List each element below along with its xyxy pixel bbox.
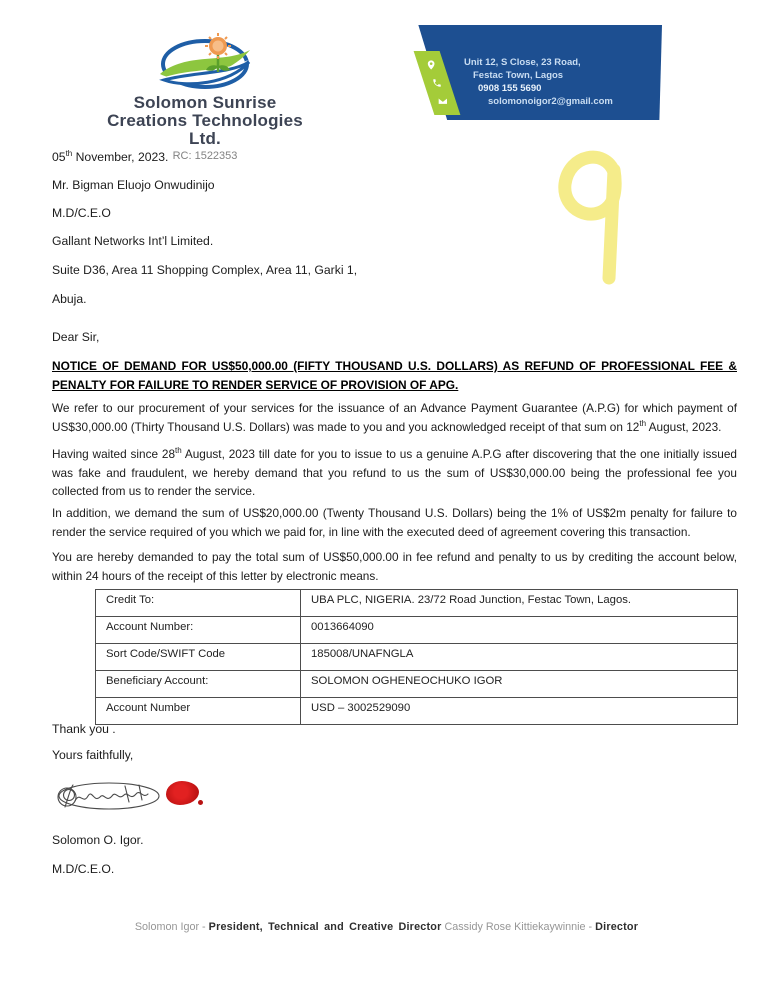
recipient-company: Gallant Networks Int’l Limited. bbox=[52, 234, 214, 248]
email-icon bbox=[438, 96, 448, 106]
card-address-line2: Festac Town, Lagos bbox=[473, 70, 564, 81]
table-row bbox=[96, 671, 738, 698]
card-phone: 0908 155 5690 bbox=[478, 83, 542, 94]
handwritten-signature bbox=[55, 775, 160, 817]
table-value: 0013664090 bbox=[301, 617, 738, 644]
account-details-table bbox=[95, 589, 738, 725]
paragraph-2: Having waited since 28th August, 2023 till date for you to issue to us a genuine A.P.G after discovering that the one initially issued was fake and fraudulent, we hereby demand that you refund to us the sum of US$30,000.00 being the professional fee you collected from us to render the service. bbox=[52, 446, 737, 498]
red-ink-stamp bbox=[166, 781, 199, 805]
paragraph-3: In addition, we demand the sum of US$20,000.00 (Twenty Thousand U.S. Dollars) being the 1% of US$2m penalty for failure to render the service required of you which we paid for, in line with the executed deed of agreement covering this transaction. bbox=[52, 506, 737, 539]
card-email: solomonoigor2@gmail.com bbox=[488, 96, 613, 107]
salutation: Dear Sir, bbox=[52, 330, 100, 344]
signer-name: Solomon O. Igor. bbox=[52, 833, 144, 847]
footer-directors-line: Solomon Igor - President, Technical and Creative Director Cassidy Rose Kittiekaywinnie - Director bbox=[134, 921, 639, 933]
table-label: Beneficiary Account: bbox=[96, 671, 301, 698]
company-name-line1: Solomon Sunrise bbox=[133, 93, 277, 112]
paragraph-1: We refer to our procurement of your services for the issuance of an Advance Payment Guarantee (A.P.G) for which payment of US$30,000.00 (Thirty Thousand U.S. Dollars) was made to you and you acknowledged receipt of that sum on 12th August, 2023. bbox=[52, 401, 737, 434]
company-logo-icon bbox=[146, 28, 264, 92]
paragraph-4: You are hereby demanded to pay the total sum of US$50,000.00 in fee refund and penalty to us by crediting the account below, within 24 hours of the receipt of this letter by electronic means. bbox=[52, 550, 737, 583]
footer-role-2: Director bbox=[595, 921, 639, 933]
recipient-name: Mr. Bigman Eluojo Onwudinijo bbox=[52, 178, 215, 192]
table-row bbox=[96, 644, 738, 671]
table-row bbox=[96, 590, 738, 617]
letter-date: 05th November, 2023. bbox=[52, 148, 169, 164]
company-logo-block bbox=[95, 28, 315, 162]
table-value: USD – 3002529090 bbox=[301, 698, 738, 725]
table-label: Sort Code/SWIFT Code bbox=[96, 644, 301, 671]
table-value: SOLOMON OGHENEOCHUKO IGOR bbox=[301, 671, 738, 698]
thanks-line: Thank you . bbox=[52, 722, 116, 736]
phone-icon bbox=[432, 78, 442, 88]
table-row bbox=[96, 617, 738, 644]
business-card-contact bbox=[464, 56, 613, 108]
valediction: Yours faithfully, bbox=[52, 748, 134, 762]
table-label: Account Number: bbox=[96, 617, 301, 644]
table-label: Credit To: bbox=[96, 590, 301, 617]
recipient-address1: Suite D36, Area 11 Shopping Complex, Area 11, Garki 1, bbox=[52, 263, 358, 277]
card-address-line1: Unit 12, S Close, 23 Road, bbox=[464, 57, 581, 68]
recipient-address2: Abuja. bbox=[52, 292, 87, 306]
table-label: Account Number bbox=[96, 698, 301, 725]
location-icon bbox=[426, 60, 436, 70]
table-value: UBA PLC, NIGERIA. 23/72 Road Junction, Festac Town, Lagos. bbox=[301, 590, 738, 617]
subject-line: NOTICE OF DEMAND FOR US$50,000.00 (FIFTY THOUSAND U.S. DOLLARS) AS REFUND OF PROFESSIONAL FEE & PENALTY FOR FAILURE TO RENDER SERVICE OF PROVISION OF APG. bbox=[52, 359, 737, 392]
footer-role-1: President, Technical and Creative Director bbox=[208, 921, 442, 933]
recipient-title: M.D/C.E.O bbox=[52, 206, 111, 220]
business-card bbox=[400, 25, 662, 120]
company-name-line2: Creations Technologies Ltd. bbox=[107, 111, 303, 148]
footer-name-1: Solomon Igor bbox=[134, 921, 200, 933]
footer-name-2: Cassidy Rose Kittiekaywinnie bbox=[444, 921, 586, 933]
signer-title: M.D/C.E.O. bbox=[52, 862, 115, 876]
table-value: 185008/UNAFNGLA bbox=[301, 644, 738, 671]
company-rc-number: RC: 1522353 bbox=[172, 150, 238, 162]
